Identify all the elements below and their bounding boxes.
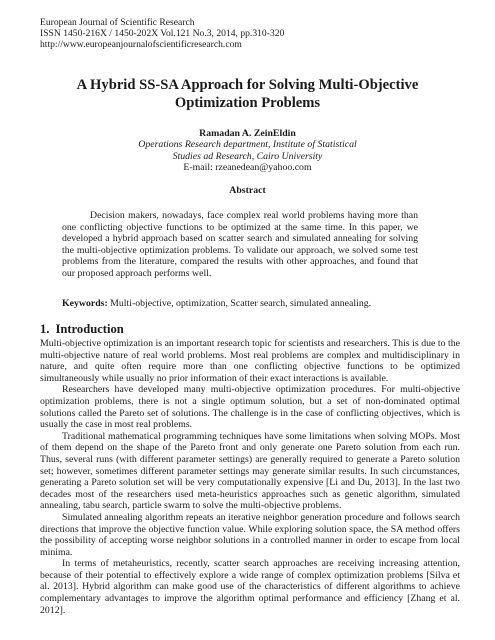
journal-name: European Journal of Scientific Research [40,17,195,28]
title-line-2: Optimization Problems [174,95,321,111]
affiliation-line-1: Operations Research department, Institute of Statistical [138,139,357,151]
affiliation-line-2: Studies ad Research, Cairo University [172,150,323,162]
paragraph: Multi-objective optimization is an important research topic for scientists and researchers. This is due to the multi-objective nature of real world problems. Most real problems are complex and multidisciplinary in nature, and quite often require more than one conflicting objective functions to be optimized simultaneously while usually no prior information of their exact interactions is available. [40,338,460,384]
paragraph: In terms of metaheuristics, recently, scatter search approaches are receiving increasing attention, because of their potential to effectively explore a wide range of complex optimization problems [Silva et al. 2013]. Hybrid algorithm can make good use of the characteristics of different algorithms to achieve complementary advantages to improve the algorithm optimal performance and efficiency [Zhang et al. 2012]. [40,558,460,616]
paragraph: Researchers have developed many multi-objective optimization procedures. For multi-objective optimization problems, there is not a single optimum solution, but a set of non-dominated optimal solutions called the Pareto set of solutions. The challenge is in the case of conflicting objectives, which is usually the case in most real problems. [40,384,460,431]
section-heading [40,322,124,337]
abstract-text: Decision makers, nowadays, face complex real world problems having more than one conflicting objective functions to be optimized at the same time. In this paper, we developed a hybrid approach based on scatter search and simulated annealing for solving the multi-objective optimization problems. To validate our approach, we solved some test problems from the literature, compared the results with other approaches, and found that our proposed approach performs well. [62,210,418,279]
author-block [0,128,495,174]
journal-url[interactable]: http://www.europeanjournalofscientificresearch.com [40,39,242,51]
keywords-line [62,298,371,309]
paragraph: Traditional mathematical programming techniques have some limitations when solving MOPs. Most of them depend on the shape of the Pareto front and only generate one Pareto solution from each run. Thus, several runs (with different parameter settings) are generally required to generate a Pareto solution set; however, sometimes different parameter settings may generate similar results. In such circumstances, generating a Pareto solution set will be very computationally expensive [Li and Du, 2013]. In the last two decades most of the researchers used meta-heuristics approaches such as genetic algorithm, simulated annealing, tabu search, particle swarm to solve the multi-objective problems. [40,430,460,512]
section-title: Introduction [55,322,124,336]
journal-issn: ISSN 1450-216X / 1450-202X Vol.121 No.3, 2014, pp.310-320 [40,28,285,40]
section-number: 1. [40,322,50,336]
author-email: E-mail: rzeanedean@yahoo.com [183,162,312,174]
section-body [40,338,460,616]
paragraph: Simulated annealing algorithm repeats an iterative neighbor generation procedure and follows search directions that improve the objective function value. While exploring solution space, the SA method offers the possibility of accepting worse neighbor solutions in a controlled manner in order to escape from local minima. [40,511,460,558]
paper-title [0,76,495,112]
keywords-text: Multi-objective, optimization, Scatter search, simulated annealing. [110,298,372,309]
journal-header [40,17,284,51]
abstract-heading: Abstract [229,185,266,196]
keywords-label: Keywords: [62,298,108,309]
author-name: Ramadan A. ZeinEldin [199,128,296,139]
title-line-1: A Hybrid SS-SA Approach for Solving Multi-Objective [76,77,419,93]
